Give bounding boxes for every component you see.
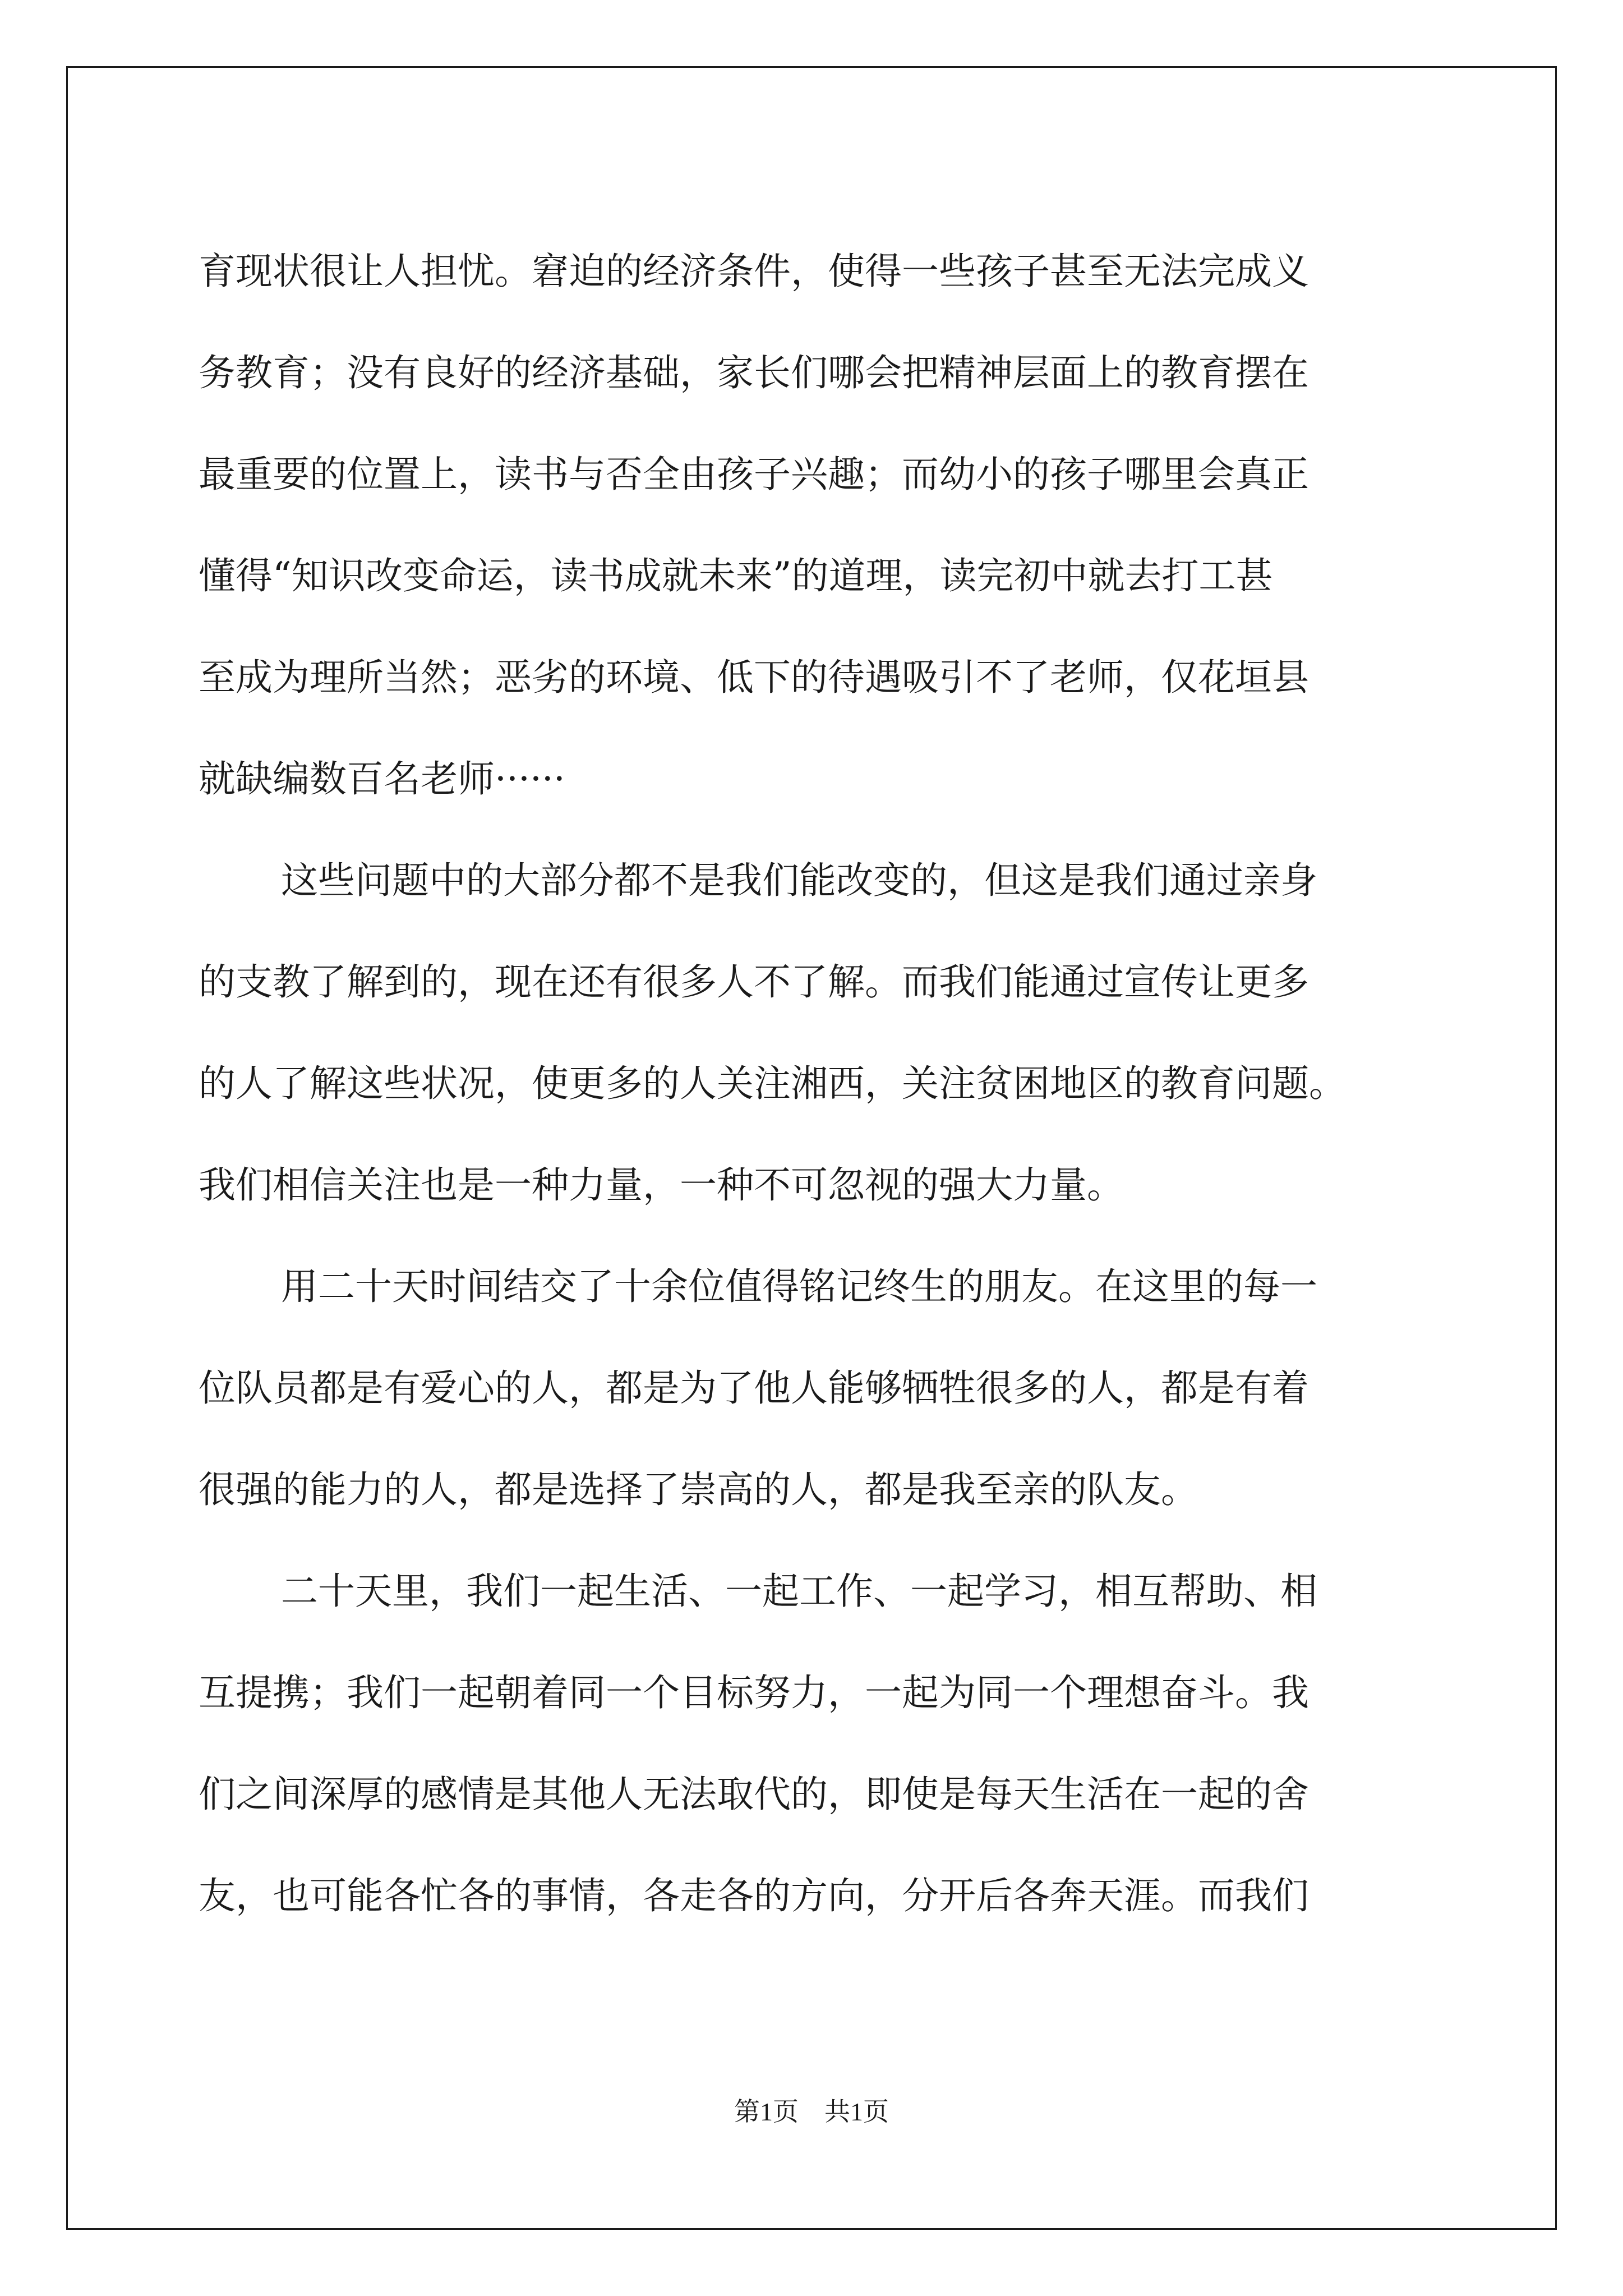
text-line: 们之间深厚的感情是其他人无法取代的，即使是每天生活在一起的舍 [199, 1773, 1309, 1816]
text-line: 的支教了解到的，现在还有很多人不了解。而我们能通过宣传让更多 [199, 960, 1309, 1004]
text-line: 最重要的位置上，读书与否全由孩子兴趣；而幼小的孩子哪里会真正 [199, 453, 1309, 496]
text-line: 育现状很让人担忧。窘迫的经济条件，使得一些孩子甚至无法完成义 [199, 250, 1309, 293]
page-number-footer: 第1页 共1页 [734, 2097, 889, 2126]
text-line: 务教育；没有良好的经济基础，家长们哪会把精神层面上的教育摆在 [199, 351, 1309, 394]
text-line: 懂得“知识改变命运，读书成就未来”的道理，读完初中就去打工甚 [199, 554, 1273, 597]
paragraph-first-line: 用二十天时间结交了十余位值得铭记终生的朋友。在这里的每一 [281, 1265, 1317, 1308]
text-line: 互提携；我们一起朝着同一个目标努力，一起为同一个理想奋斗。我 [199, 1671, 1309, 1714]
text-line: 友，也可能各忙各的事情，各走各的方向，分开后各奔天涯。而我们 [199, 1874, 1309, 1917]
text-line: 位队员都是有爱心的人，都是为了他人能够牺牲很多的人，都是有着 [199, 1366, 1309, 1410]
text-line: 的人了解这些状况，使更多的人关注湘西，关注贫困地区的教育问题。 [199, 1062, 1346, 1105]
paragraph-first-line: 这些问题中的大部分都不是我们能改变的，但这是我们通过亲身 [281, 859, 1317, 902]
document-body [199, 220, 1466, 1947]
paragraph-first-line: 二十天里，我们一起生活、一起工作、一起学习，相互帮助、相 [281, 1570, 1317, 1613]
text-line: 很强的能力的人，都是选择了崇高的人，都是我至亲的队友。 [199, 1468, 1198, 1511]
text-line: 至成为理所当然；恶劣的环境、低下的待遇吸引不了老师，仅花垣县 [199, 656, 1309, 699]
text-line: 我们相信关注也是一种力量，一种不可忽视的强大力量。 [199, 1163, 1124, 1207]
text-line: 就缺编数百名老师······ [199, 757, 565, 800]
